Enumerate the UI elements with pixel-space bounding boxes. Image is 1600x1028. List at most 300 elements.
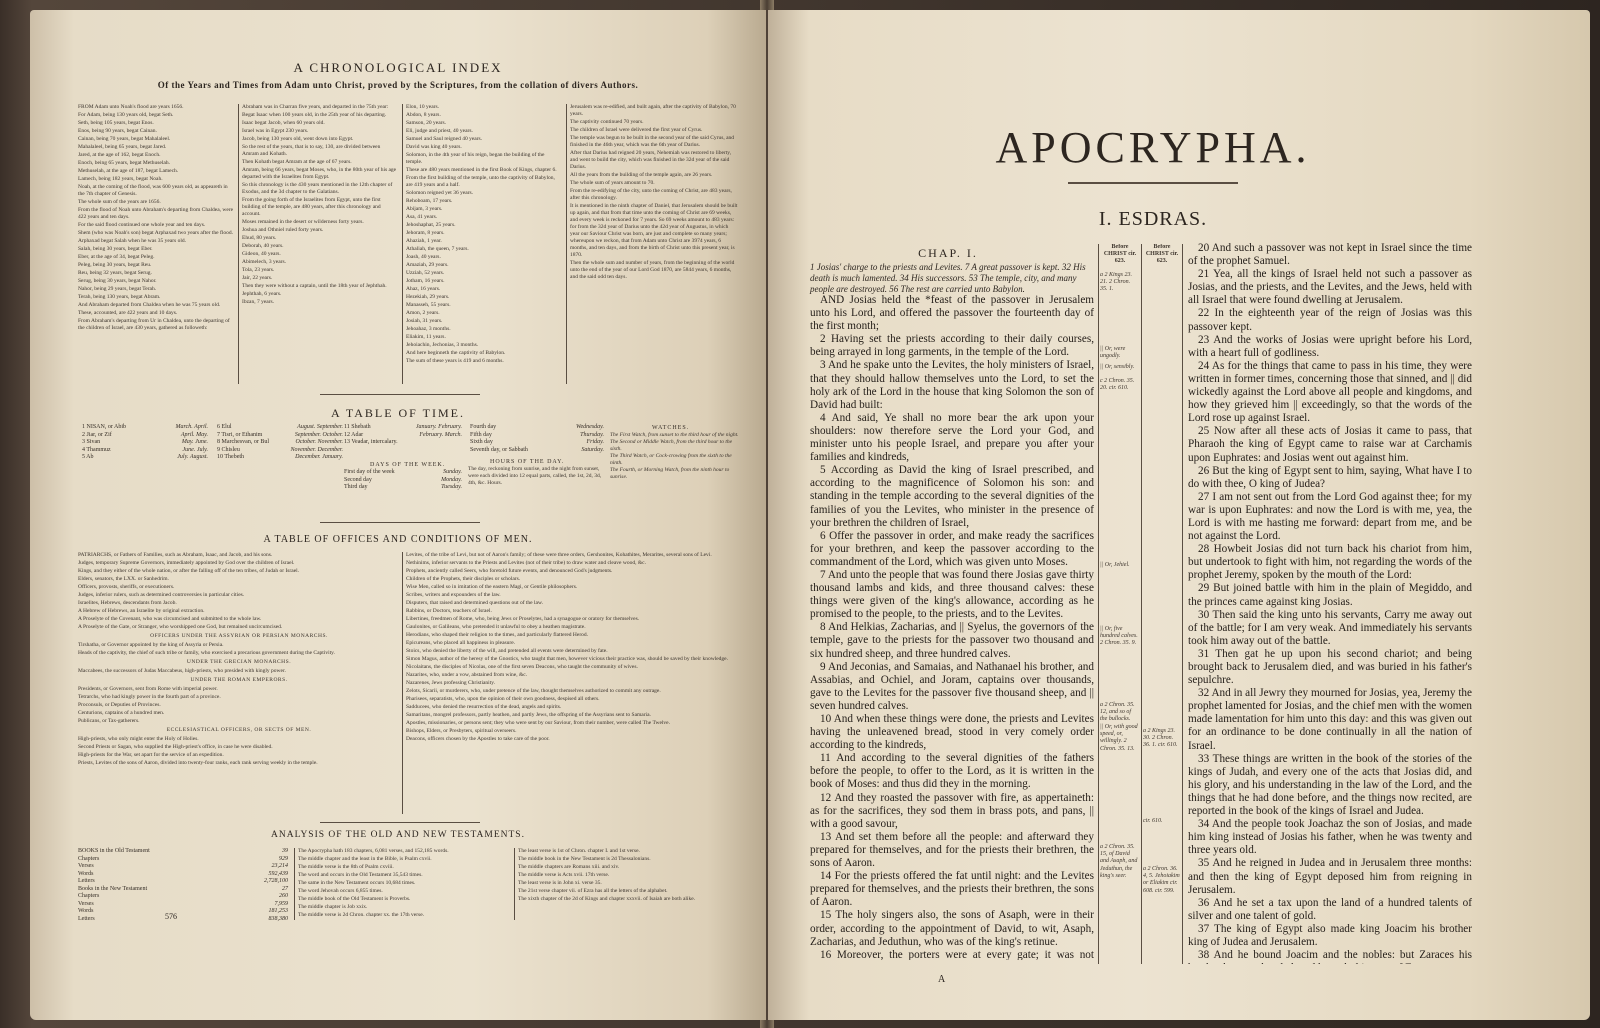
verse: 3 And he spake unto the Levites, the holy ministers of Israel, that they should hallow themselves unto the Lord, to set the holy ark of the Lord in the house that king Solomon the son of David had built: xyxy=(810,359,1094,411)
chrono-entry: Samuel and Saul reigned 40 years. xyxy=(406,136,483,142)
verse: 13 And set them before all the people: and afterward they prepared for themselves, and for the priests their brethren, the sons of Aaron. xyxy=(810,830,1094,870)
hours-text: The day, reckoning from sunrise, and the night from sunset, were each divided into 12 equal parts, called, the 1st, 2d, 3d, 4th, &c. Hours. xyxy=(468,466,602,486)
chrono-entry: Jephthah, 6 years. xyxy=(242,291,282,297)
chrono-entry: Terah, being 130 years, begat Abram. xyxy=(78,294,161,300)
month-row-cell: 6 Elul xyxy=(217,424,232,430)
chrono-entry: Solomon reigned yet 36 years. xyxy=(406,190,474,196)
day-row-cell: Thursday. xyxy=(580,431,604,438)
text-column-1 xyxy=(810,294,1094,960)
analysis-row-cell: 260 xyxy=(279,893,288,899)
analysis-column-2 xyxy=(298,848,510,922)
watch-entry: The Fourth, or Morning Watch, from the ninth hour to sunrise. xyxy=(610,467,730,480)
month-row xyxy=(215,432,345,440)
analysis-row-cell: BOOKS in the Old Testament xyxy=(78,848,150,854)
office-entry: PATRIARCHS, or Fathers of Families, such as Abraham, Isaac, and Jacob, and his sons. xyxy=(78,552,273,558)
office-entry: Nethinims, inferior servants to the Priests and Levites (not of their tribe) to draw water and cleave wood, &c. xyxy=(406,560,646,566)
verse: 7 And unto the people that was found there Josias gave thirty thousand lambs and kids, and three thousand calves: these things were given of the king's allowance, according as he promised to the people, to the priests, and to the Levites. xyxy=(810,568,1094,621)
day-row-cell: First day of the week xyxy=(344,469,395,475)
month-row-cell: October. November. xyxy=(295,439,343,445)
analysis-row-cell: 39 xyxy=(282,848,288,854)
sidebar-heading-1: Before CHRIST cir. 623. xyxy=(1103,244,1137,265)
analysis-entry: The middle verse is 2d Chron. chapter xx. the 17th verse. xyxy=(298,912,425,918)
analysis-row xyxy=(76,893,290,901)
chrono-column-2 xyxy=(242,104,398,386)
month-row xyxy=(215,424,345,432)
office-entry: Israelites, Hebrews, descendants from Jacob. xyxy=(78,600,177,606)
office-entry: Prophets, anciently called Seers, who foretold future events, and denounced God's judgments. xyxy=(406,568,613,574)
offices-column-2 xyxy=(406,552,738,816)
chrono-entry: Reu, being 32 years, begat Serug. xyxy=(78,270,152,276)
analysis-row-cell: Chapters xyxy=(78,893,100,899)
book-title: I. ESDRAS. xyxy=(1098,208,1208,230)
chrono-entry: Eliakim, 11 years. xyxy=(406,334,446,340)
analysis-row-cell: Books in the New Testament xyxy=(78,885,148,892)
chrono-entry: And here beginneth the captivity of Babylon. xyxy=(406,350,506,356)
office-entry: Children of the Prophets, their disciples or scholars. xyxy=(406,576,521,582)
chrono-entry: FROM Adam unto Noah's flood are years 1656. xyxy=(78,104,184,110)
marginal-note: || Or, sensibly. xyxy=(1100,364,1135,370)
chrono-entry: Uzziah, 52 years. xyxy=(406,270,445,276)
office-entry: Second Priests or Sagan, who supplied the High-priest's office, in case he were disabled. xyxy=(78,744,273,750)
day-row xyxy=(342,469,464,477)
marginal-note: || Or, five hundred calves. 2 Chron. 35. 9. xyxy=(1100,626,1138,647)
month-row-cell: July. August. xyxy=(177,454,208,460)
month-row xyxy=(80,454,210,462)
chrono-entry: For Adam, being 130 years old, begat Seth. xyxy=(78,112,174,118)
chrono-entry: Eber, at the age of 34, begat Peleg. xyxy=(78,254,155,260)
chrono-entry: From the flood of Noah unto Abraham's departing from Chaldea, were 422 years and ten days. xyxy=(78,207,234,220)
chrono-entry: These, accounted, are 422 years and 10 days. xyxy=(78,310,178,316)
watch-entry: The Third Watch, or Cock-crowing from the sixth to the ninth. xyxy=(610,453,732,466)
month-row-cell: 3 Sivan xyxy=(82,439,101,445)
chrono-entry: From Abraham's departing from Ur in Chaldea, unto the departing of the children of Israel, are 430 years, gathered as followeth: xyxy=(78,318,230,331)
office-entry: Maccabees, the successors of Judas Maccabeus, high-priests, who presided with kingly power. xyxy=(78,668,286,674)
chrono-entry: Jair, 22 years. xyxy=(242,275,273,281)
month-row-cell xyxy=(407,439,464,447)
office-entry: Zelots, Sicarii, or murderers, who, under pretence of the law, thought themselves authorized to commit any outrage. xyxy=(406,688,661,694)
table-of-time xyxy=(80,424,740,502)
chrono-entry: After that Darius had reigned 20 years, Nehemiah was restored to liberty, and went to build the city, which was finished in the 32d year of the said Darius. xyxy=(570,150,732,170)
analysis-row-cell: 181,253 xyxy=(268,908,288,914)
chrono-entry: Moses remained in the desert or wilderness forty years. xyxy=(242,219,364,225)
analysis-row-cell: 2,728,100 xyxy=(264,878,288,884)
chrono-entry: Asa, 41 years. xyxy=(406,214,438,220)
chrono-entry: Jerusalem was re-edified, and built again, after the captivity of Babylon, 70 years. xyxy=(570,104,736,117)
hours-heading: HOURS OF THE DAY. xyxy=(490,459,565,465)
chrono-entry: The whole sum of the years are 1656. xyxy=(78,199,161,205)
office-entry: Judges, inferior rulers, such as determined controversies in particular cities. xyxy=(78,592,245,598)
office-entry: Libertines, freedmen of Rome, who, being Jews or Proselytes, had a synagogue or oratory for themselves. xyxy=(406,616,640,622)
chrono-entry: Peleg, being 30 years, begat Reu. xyxy=(78,262,152,268)
analysis-row-cell: 27 xyxy=(282,885,288,892)
chrono-entry: Amram, being 66 years, begat Moses, who, in the 80th year of his age departed with the Israelites from Egypt. xyxy=(242,167,397,180)
chrono-entry: Josiah, 31 years. xyxy=(406,318,443,324)
analysis-entry: The word Jehovah occurs 6,855 times. xyxy=(298,888,383,894)
analysis-row-cell: Letters xyxy=(78,915,95,922)
chrono-entry: Jared, at the age of 162, begat Enoch. xyxy=(78,152,161,158)
chrono-entry: So the rest of the years, that is to say, 130, are divided between Amram and Kohath. xyxy=(242,144,381,157)
month-row-cell: 5 Ab xyxy=(82,454,94,460)
month-row-cell: 11 Shebath xyxy=(344,424,371,430)
office-entry: Nicolaitans, the disciples of Nicolas, one of the first seven Deacons, who taught the community of wives. xyxy=(406,664,638,670)
month-row xyxy=(342,424,464,432)
chrono-entry: Tola, 23 years. xyxy=(242,267,275,273)
chrono-entry: Salah, being 30 years, begat Eber. xyxy=(78,246,153,252)
analysis-row xyxy=(76,871,290,879)
chrono-entry: Israel was in Egypt 230 years. xyxy=(242,128,309,134)
day-row-cell: Friday. xyxy=(586,439,604,445)
analysis-entry: The word and occurs in the Old Testament 35,543 times. xyxy=(298,872,423,878)
office-entry: Bishops, Elders, or Presbyters, spiritual overseers. xyxy=(406,728,517,734)
days-heading: DAYS OF THE WEEK. xyxy=(370,462,446,468)
month-row xyxy=(80,439,210,447)
analysis-row xyxy=(76,848,290,856)
analysis-row-cell: 929 xyxy=(279,855,288,862)
office-entry: Nazarenes, Jews professing Christianity. xyxy=(406,680,495,686)
day-row xyxy=(468,424,606,432)
month-row-cell: 13 Veadar, intercalary. xyxy=(344,439,398,445)
office-entry: Judges, temporary Supreme Governors, immediately appointed by God over the children of Israel. xyxy=(78,560,295,566)
analysis-row-cell: Verses xyxy=(78,863,94,869)
office-entry: Pharisees, separatists, who, upon the opinion of their own goodness, despised all others. xyxy=(406,696,600,702)
days-table-b xyxy=(468,424,606,454)
day-row-cell: Sixth day xyxy=(470,439,493,445)
watches-heading: WATCHES. xyxy=(652,425,690,431)
month-row xyxy=(80,424,210,432)
chapter-contents: 1 Josias' charge to the priests and Levites. 7 A great passover is kept. 32 His death is much lamented. 34 His successors. 53 The temple, city, and many people are destroyed. 56 The rest are carried unto Babylon. xyxy=(810,262,1086,294)
chrono-entry: Then they were without a captain, until the 18th year of Jephthah. xyxy=(242,283,387,289)
marginal-note: c 2 Chron. 35. 20. cir. 610. xyxy=(1100,378,1135,392)
offices-column-1 xyxy=(78,552,400,816)
day-row xyxy=(342,484,464,492)
verse: 14 For the priests offered the fat until night: and the Levites prepared for themselves, and the priests their brethren, the sons of Aaron. xyxy=(810,870,1094,909)
chrono-entry: For the said flood continued one whole year and ten days. xyxy=(78,222,206,228)
analysis-row xyxy=(76,886,290,894)
chrono-column-4 xyxy=(570,104,738,386)
marginal-note: a 2 Chron. 35. 12, and so of the bullocks. xyxy=(1100,702,1135,723)
office-entry: A Proselyte of the Covenant, who was circumcised and submitted to the whole law. xyxy=(78,616,262,622)
chrono-entry: All the years from the building of the temple again, are 26 years. xyxy=(570,172,713,178)
chapter-heading: CHAP. I. xyxy=(918,246,978,260)
month-row xyxy=(215,439,345,447)
day-row xyxy=(342,477,464,485)
analysis-entry: The xixth chapter of the 2d of Kings and chapter xxxvii. of Isaiah are both alike. xyxy=(518,896,696,902)
watch-entry: The Second or Middle Watch, from the third hour to the sixth. xyxy=(610,439,733,452)
chrono-entry: Cainan, being 70 years, begat Mahalaleel. xyxy=(78,136,171,142)
analysis-title: ANALYSIS OF THE OLD AND NEW TESTAMENTS. xyxy=(271,830,525,840)
chrono-entry: The children of Israel were delivered the first year of Cyrus. xyxy=(570,127,703,133)
marginal-note: || Or, were ungodly. xyxy=(1100,346,1126,360)
chronological-index-title: A CHRONOLOGICAL INDEX xyxy=(293,60,503,75)
chrono-entry: Amaziah, 29 years. xyxy=(406,262,449,268)
verse: 2 Having set the priests according to their daily courses, being arrayed in long garments, in the temple of the Lord. xyxy=(810,333,1094,359)
chrono-entry: Noah, at the coming of the flood, was 600 years old, as appeareth in the 7th chapter of Genesis. xyxy=(78,184,228,197)
watch-entry: The First Watch, from sunset to the third hour of the night. xyxy=(610,432,739,438)
day-row-cell: Fifth day xyxy=(470,431,492,438)
marginal-notes-2 xyxy=(1143,244,1181,964)
office-entry: Stoics, who denied the liberty of the will, and pretended all events were determined by fate. xyxy=(406,648,608,654)
apocrypha-title: APOCRYPHA. xyxy=(995,123,1311,172)
chrono-entry: David was king 40 years. xyxy=(406,144,462,150)
office-entry: Priests, Levites of the sons of Aaron, divided into twenty-four ranks, each rank serving weekly in the temple. xyxy=(78,760,318,766)
month-row-cell: 7 Tisri, or Ethanim xyxy=(217,431,263,438)
chrono-entry: Begat Isaac when 100 years old, in the 25th year of his departing. xyxy=(242,112,387,118)
office-entry: Tetrarchs, who had kingly power in the fourth part of a province. xyxy=(78,694,221,700)
offices-subheading: ECCLESIASTICAL OFFICERS, OR SECTS OF MEN. xyxy=(166,727,312,733)
verse: 35 And he reigned in Judea and in Jerusalem three months: and then the king of Egypt deposed him from reigning in Jerusalem. xyxy=(1188,857,1472,896)
verse: 6 Offer the passover in order, and make ready the sacrifices for your brethren, and keep the passover according to the commandment of the Lord, which was given unto Moses. xyxy=(810,529,1094,568)
month-row-cell: 9 Chisleu xyxy=(217,446,240,453)
month-row xyxy=(342,439,464,447)
analysis-entry: The same in the New Testament occurs 10,684 times. xyxy=(298,880,416,886)
months-table-b xyxy=(215,424,345,462)
marginal-note: a 2 Kings 23. 21. 2 Chron. 35. 1. xyxy=(1100,272,1133,293)
signature-mark: A xyxy=(938,974,946,985)
month-row-cell: May. June. xyxy=(181,439,208,445)
office-entry: Apostles, missionaries, or persons sent; they who were sent by our Saviour, from their number, were called The Twelve. xyxy=(406,720,670,726)
chrono-entry: From the first building of the temple, unto the captivity of Babylon, are 419 years and a half. xyxy=(406,175,555,188)
chrono-entry: Amon, 2 years. xyxy=(406,310,440,316)
chrono-entry: Enos, being 90 years, begat Cainan. xyxy=(78,128,157,134)
chrono-entry: Ahaz, 16 years. xyxy=(406,286,441,292)
chrono-entry: Seth, being 105 years, begat Enos. xyxy=(78,120,154,126)
month-row xyxy=(342,432,464,440)
verse: 30 Then said the king unto his servants, Carry me away out of the battle; for I am very weak. And immediately his servants took him away out of the battle. xyxy=(1188,608,1472,647)
month-row-cell: March. April. xyxy=(175,424,208,430)
analysis-row-cell: 7,959 xyxy=(274,900,288,907)
day-row-cell: Fourth day xyxy=(470,424,497,430)
analysis-row xyxy=(76,863,290,871)
office-entry: Officers, provosts, sheriffs, or executioners. xyxy=(78,584,175,590)
month-row-cell: 8 Marchesvan, or Bul xyxy=(217,439,269,445)
analysis-row-cell: Words xyxy=(78,870,94,877)
marginal-notes-1 xyxy=(1100,244,1140,964)
chrono-entry: Arphaxad begat Salah when he was 35 years old. xyxy=(78,238,186,244)
offices-subheading: UNDER THE GRECIAN MONARCHS. xyxy=(186,659,292,665)
right-page xyxy=(768,10,1590,1020)
marginal-note: a 2 Chron. 36. 4, 5. Jehoiakim or Eliakim cir. 608. cir. 599. xyxy=(1143,866,1180,894)
page-number: 576 xyxy=(165,912,177,921)
analysis-entry: The middle chapters are Romans xiii. and xiv. xyxy=(518,864,620,870)
left-page xyxy=(30,10,766,1020)
office-entry: Epicureans, who placed all happiness in pleasure. xyxy=(406,640,516,646)
analysis-entry: The least verse is in John xi. verse 35. xyxy=(518,880,602,886)
chrono-entry: Gideon, 40 years. xyxy=(242,251,281,257)
office-entry: Deacons, officers chosen by the Apostles to take care of the poor. xyxy=(406,736,550,742)
chrono-entry: Abijam, 3 years. xyxy=(406,206,443,212)
offices-subheading: UNDER THE ROMAN EMPERORS. xyxy=(190,677,288,683)
chrono-entry: Jehoram, 8 years. xyxy=(406,230,445,236)
analysis-row-cell: Verses xyxy=(78,900,94,907)
office-entry: Samaritans, mongrel professors, partly heathen, and partly Jews, the offspring of the Assyrians sent to Samaria. xyxy=(406,712,651,718)
verse: 22 In the eighteenth year of the reign of Josias was this passover kept. xyxy=(1188,307,1472,333)
chrono-entry: Ibzan, 7 years. xyxy=(242,299,275,305)
analysis-row-cell: Letters xyxy=(78,878,95,884)
chrono-entry: Jehoiachin, Jechonias, 3 months. xyxy=(406,342,479,348)
verse: 15 The holy singers also, the sons of Asaph, were in their order, according to the appointment of David, to wit, Asaph, Zacharias, and Jeduthun, who was of the king's retinue. xyxy=(810,909,1094,948)
verse: 27 I am not sent out from the Lord God against thee; for my war is upon Euphrates: and now the Lord is with me, yea, the Lord is with me hasting me forward: depart from me, and be not against the Lord. xyxy=(1188,490,1472,543)
analysis-entry: The middle chapter is Job xxix. xyxy=(298,904,368,910)
chrono-entry: Then Kohath begat Amram at the age of 67 years. xyxy=(242,159,352,165)
chrono-entry: Then the whole sum and number of years, from the beginning of the world unto the end of the year of our Lord God 1870, are 5844 years, 6 months, and the said odd ten days. xyxy=(570,260,735,280)
day-row xyxy=(468,447,606,455)
chrono-entry: Joash, 40 years. xyxy=(406,254,441,260)
chrono-entry: Jacob, being 130 years old, went down into Egypt. xyxy=(242,136,354,142)
table-of-time-title: A TABLE OF TIME. xyxy=(331,406,465,420)
analysis-entry: The middle verse is the 8th of Psalm cxviii. xyxy=(298,864,394,870)
month-row-cell: 2 Jiar, or Zif xyxy=(82,431,112,438)
marginal-note: || Or, Jehiel. xyxy=(1100,562,1130,568)
verse: 31 Then gat he up upon his second chariot; and being brought back to Jerusalem died, and was buried in his father's sepulchre. xyxy=(1188,647,1472,687)
verse: 33 These things are written in the book of the stories of the kings of Judah, and every one of the acts that Josias did, and his glory, and his understanding in the law of the Lord, and the things that he had done before, and the things now recited, are reported in the book of the kings of Israel and Judea. xyxy=(1188,752,1472,818)
office-entry: Nazarites, who, under a vow, abstained from wine, &c. xyxy=(406,672,528,678)
office-entry: Rabbins, or Doctors, teachers of Israel. xyxy=(406,608,492,614)
verse: 32 And in all Jewry they mourned for Josias, yea, Jeremy the prophet lamented for Josias, and the chief men with the women made lamentation for him unto this day: and this was given out for an ordinance to be done continually in all the nation of Israel. xyxy=(1188,687,1472,752)
month-row-cell: January. February. xyxy=(415,424,462,430)
chrono-entry: Ahaziah, 1 year. xyxy=(406,238,442,244)
verse: 21 Yea, all the kings of Israel held not such a passover as Josias, and the priests, and the Levites, and the Jews, held with all Israel that were found dwelling at Jerusalem. xyxy=(1188,268,1472,307)
chrono-entry: Jotham, 16 years. xyxy=(406,278,445,284)
office-entry: Scribes, writers and expounders of the law. xyxy=(406,592,501,598)
offices-subheading: OFFICERS UNDER THE ASSYRIAN OR PERSIAN MONARCHS. xyxy=(150,633,328,639)
chrono-entry: Solomon, in the 4th year of his reign, began the building of the temple. xyxy=(406,152,545,165)
chrono-entry: Elon, 10 years. xyxy=(406,104,439,110)
chrono-entry: Jehoshaphat, 25 years. xyxy=(406,222,456,228)
verse: 20 And such a passover was not kept in Israel since the time of the prophet Samuel. xyxy=(1188,242,1472,268)
office-entry: Herodians, who shaped their religion to the times, and particularly flattered Herod. xyxy=(406,632,589,638)
marginal-note: a 2 Kings 23. 30. 2 Chron. 36. 1. cir. 610. xyxy=(1143,728,1178,749)
month-row-cell: February. March. xyxy=(419,431,462,438)
office-entry: Wise Men, called so in imitation of the eastern Magi, or Gentile philosophers. xyxy=(406,584,578,590)
chrono-entry: And Abraham departed from Chaldea when he was 75 years old. xyxy=(78,302,221,308)
chrono-entry: Methuselah, at the age of 187, begat Lamech. xyxy=(78,168,179,174)
chrono-column-3 xyxy=(406,104,562,386)
day-row-cell: Saturday. xyxy=(581,446,604,453)
office-entry: Simon Magus, author of the heresy of the Gnostics, who taught that men, however vicious their practice was, should be saved by their knowledge. xyxy=(406,656,728,662)
chrono-entry: Joshua and Othniel ruled forty years. xyxy=(242,227,324,233)
chrono-entry: The sum of these years is 419 and 6 months. xyxy=(406,358,504,364)
month-row-cell: April. May. xyxy=(180,431,208,438)
analysis-row xyxy=(76,878,290,886)
chronological-index-subtitle: Of the Years and Times from Adam unto Christ, proved by the Scriptures, from the collation of divers Authors. xyxy=(157,80,639,90)
analysis-entry: The middle chapter and the least in the Bible, is Psalm cxvii. xyxy=(298,856,432,862)
analysis-row-cell: Chapters xyxy=(78,855,100,862)
analysis-entry: The middle verse is Acts xvii. 17th verse. xyxy=(518,872,610,878)
chrono-entry: So this chronology is the 430 years mentioned in the 12th chapter of Exodus, and the 3d chapter to the Galatians. xyxy=(242,182,393,195)
office-entry: Disputers, that raised and determined questions out of the law. xyxy=(406,600,543,606)
day-row-cell: Monday. xyxy=(441,476,462,483)
text-column-2 xyxy=(1188,242,1472,964)
verse: 37 The king of Egypt also made king Joacim his brother king of Judea and Jerusalem. xyxy=(1188,922,1472,948)
office-entry: High-priests for the War, set apart for the service of an expedition. xyxy=(78,752,224,758)
chrono-entry: Ehud, 80 years. xyxy=(242,235,277,241)
month-row xyxy=(215,454,345,462)
verse: 16 Moreover, the porters were at every gate; it was not xyxy=(820,948,1094,960)
analysis-row xyxy=(76,916,290,924)
chrono-entry: Enoch, being 65 years, begat Methuselah. xyxy=(78,160,170,166)
office-entry: Heads of the captivity, the chief of such tribe or family, who exercised a precarious government during the Captivity. xyxy=(78,650,335,656)
analysis-entry: The middle book of the Old Testament is Proverbs. xyxy=(298,896,411,902)
analysis-row-cell: 23,214 xyxy=(271,863,288,869)
analysis-entry: The 21st verse chapter vii. of Ezra has all the letters of the alphabet. xyxy=(518,888,668,894)
chrono-entry: Rehoboam, 17 years. xyxy=(406,198,453,204)
office-entry: Tirshatha, or Governor appointed by the king of Assyria or Persia. xyxy=(78,642,224,648)
office-entry: A Proselyte of the Gate, or Stranger, who worshipped one God, but remained uncircumcised. xyxy=(78,624,283,630)
verse: 8 And Helkias, Zacharias, and || Syelus, the governors of the temple, gave to the priests for the passover two thousand and six hundred sheep, and three hundred calves. xyxy=(810,621,1094,660)
chrono-entry: From the re-edifying of the city, unto the coming of Christ, are 483 years, after this chronology. xyxy=(570,188,732,201)
chrono-entry: Eli, judge and priest, 40 years. xyxy=(406,128,473,134)
verse: 9 And Jeconias, and Samaias, and Nathanael his brother, and Assabias, and Ochiel, and Joram, captains over thousands, gave to the Levites for the passover five thousand sheep, and || seven hundred calves. xyxy=(810,660,1094,712)
chrono-entry: Manasseh, 55 years. xyxy=(406,302,451,308)
day-row-cell: Third day xyxy=(344,484,368,490)
chrono-entry: Deborah, 40 years. xyxy=(242,243,284,249)
analysis-column-3 xyxy=(518,848,738,922)
chrono-entry: From the going forth of the Israelites from Egypt, unto the first building of the temple, are 480 years, after this chronology and account. xyxy=(242,197,381,217)
office-entry: Sadducees, who denied the resurrection of the dead, angels and spirits. xyxy=(406,704,562,710)
watches-list xyxy=(610,432,744,481)
table-of-offices-title: A TABLE OF OFFICES AND CONDITIONS OF MEN. xyxy=(263,534,533,545)
chrono-entry: Abdon, 8 years. xyxy=(406,112,441,118)
analysis-row-cell: 838,380 xyxy=(268,915,288,922)
day-row xyxy=(468,439,606,447)
verse: 25 Now after all these acts of Josias it came to pass, that Pharaoh the king of Egypt came to raise war at Carchamis upon Euphrates: and Josias went out against him. xyxy=(1188,425,1472,464)
office-entry: Elders, senators, the LXX. or Sanhedrim. xyxy=(78,576,169,582)
month-row-cell: 10 Thebeth xyxy=(217,454,245,460)
chrono-column-1 xyxy=(78,104,234,386)
office-entry: Levites, of the tribe of Levi, but not of Aaron's family; of these were three orders, Gershonites, Kohathites, Merarites, several sons of Levi. xyxy=(406,552,712,558)
office-entry: A Hebrew of Hebrews, an Israelite by original extraction. xyxy=(78,608,205,614)
verse: 12 And they roasted the passover with fire, as appertaineth: as for the sacrifices, they sod them in brass pots, and pans, || with a good savour, xyxy=(810,791,1094,830)
chrono-entry: Abimelech, 3 years. xyxy=(242,259,286,265)
month-row-cell: 4 Thammuz xyxy=(82,446,111,453)
months-table-a xyxy=(80,424,210,462)
verse: AND Josias held the *feast of the passover in Jerusalem unto his Lord, and offered the passover the fourteenth day of the first month; xyxy=(810,294,1094,333)
chrono-entry: These are 480 years mentioned in the first Book of Kings, chapter 6. xyxy=(406,167,557,173)
verse: 11 And according to the several dignities of the fathers before the people, to offer to the Lord, as it is written in the book of Moses: and thus did they in the morning. xyxy=(810,752,1094,791)
chrono-entry: The temple was begun to be built in the second year of the said Cyrus, and finished in the 46th year, which was the 6th year of Darius. xyxy=(570,135,735,148)
chrono-entry: Jehoahaz, 3 months. xyxy=(406,326,451,332)
chrono-entry: Samson, 20 years. xyxy=(406,120,447,126)
office-entry: Gaulonites, or Galileans, who pretended it unlawful to obey a heathen magistrate. xyxy=(406,624,586,630)
chrono-entry: Athaliah, the queen, 7 years. xyxy=(406,246,469,252)
office-entry: Presidents, or Governors, sent from Rome with imperial power. xyxy=(78,686,218,692)
month-row-cell: August. September. xyxy=(297,424,343,430)
day-row-cell: Seventh day, or Sabbath xyxy=(470,446,528,453)
verse: 34 And the people took Joachaz the son of Josias, and made him king instead of Josias his father, when he was twenty and three years old. xyxy=(1188,818,1472,857)
analysis-row xyxy=(76,901,290,909)
analysis-entry: The Apocrypha hath 183 chapters, 6,081 verses, and 152,185 words. xyxy=(298,848,449,854)
month-row-cell: November. December. xyxy=(290,446,343,453)
office-entry: Kings, and they either of the whole nation, or after the falling off of the ten tribes, of Judah or Israel. xyxy=(78,568,300,574)
analysis-row-cell: 592,439 xyxy=(268,870,288,877)
verse: 23 And the works of Josias were upright before his Lord, with a heart full of godliness. xyxy=(1188,333,1472,359)
month-row-cell: December. January. xyxy=(295,454,343,460)
verse: 5 According as David the king of Israel prescribed, and according to the magnificence of Solomon his son: and standing in the temple according to the several dignities of the families of you the Levites, who minister in the presence of your brethren the children of Israel, xyxy=(810,464,1094,529)
day-row xyxy=(468,432,606,440)
month-row-cell: 1 NISAN, or Abib xyxy=(82,424,127,430)
verse: 24 As for the things that came to pass in his time, they were written in former times, concerning those that sinned, and || did wickedly against the Lord above all people and kingdoms, and how they grieved him || exceedingly, so that the words of the Lord rose up against Israel. xyxy=(1188,359,1472,425)
day-row-cell: Wednesday. xyxy=(576,424,604,430)
analysis-row xyxy=(76,908,290,916)
verse: 26 But the king of Egypt sent to him, saying, What have I to do with thee, O king of Judea? xyxy=(1188,464,1472,490)
analysis-entry: The middle book in the New Testament is 2d Thessalonians. xyxy=(518,856,651,862)
chrono-entry: Lamech, being 182 years, begat Noah. xyxy=(78,176,163,182)
month-row xyxy=(80,432,210,440)
day-row-cell: Tuesday. xyxy=(441,484,462,490)
days-table-a xyxy=(342,469,464,492)
sidebar-heading-2: Before CHRIST cir. 623. xyxy=(1145,244,1179,265)
chrono-entry: Nahor, being 29 years, begat Terah. xyxy=(78,286,157,292)
